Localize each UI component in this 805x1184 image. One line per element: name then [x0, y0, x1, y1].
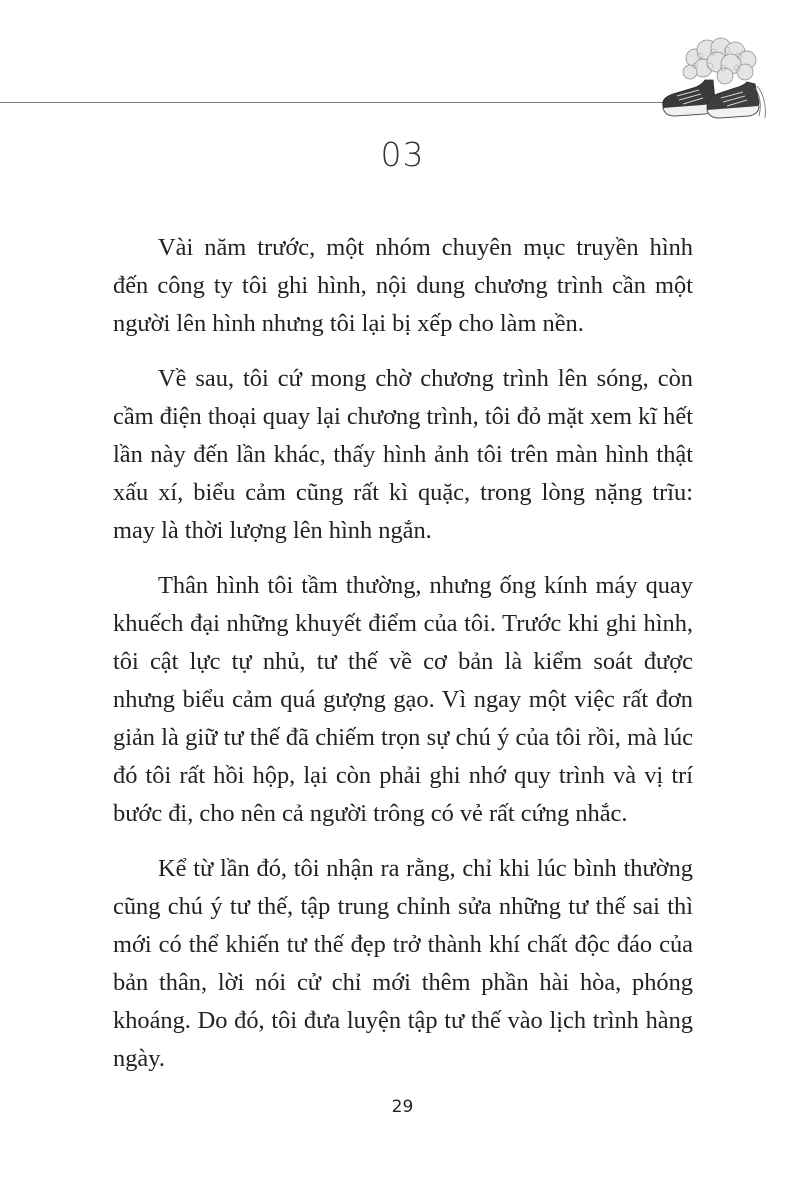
chapter-number: 03 [380, 135, 425, 174]
paragraph: Kể từ lần đó, tôi nhận ra rằng, chỉ khi lúc bình thường cũng chú ý tư thế, tập trung chỉnh sửa những tư thế sai thì mới có thể khiến tư thế đẹp trở thành khí chất độc đáo của bản thân, lời nói cử chỉ mới thêm phần hài hòa, phóng khoáng. Do đó, tôi đưa luyện tập tư thế vào lịch trình hàng ngày. [113, 855, 693, 1072]
paragraph: Về sau, tôi cứ mong chờ chương trình lên sóng, còn cầm điện thoại quay lại chương trình, tôi đỏ mặt xem kĩ hết lần này đến lần khác, thấy hình ảnh tôi trên màn hình thật xấu xí, biểu cảm cũng rất kì quặc, trong lòng nặng trĩu: may là thời lượng lên hình ngắn. [113, 365, 693, 544]
paragraph: Thân hình tôi tầm thường, nhưng ống kính máy quay khuếch đại những khuyết điểm của tôi. Trước khi ghi hình, tôi cật lực tự nhủ, tư thế về cơ bản là kiểm soát được nhưng biểu cảm quá gượng gạo. Vì ngay một việc rất đơn giản là giữ tư thế đã chiếm trọn sự chú ý của tôi rồi, mà lúc đó tôi rất hồi hộp, lại còn phải ghi nhớ quy trình và vị trí bước đi, cho nên cả người trông có vẻ rất cứng nhắc. [113, 572, 693, 827]
body-text [113, 229, 693, 1095]
sneakers-flowers-illustration [655, 28, 775, 120]
paragraph: Vài năm trước, một nhóm chuyên mục truyền hình đến công ty tôi ghi hình, nội dung chương trình cần một người lên hình nhưng tôi lại bị xếp cho làm nền. [113, 234, 693, 337]
header-rule [0, 102, 672, 103]
page-number: 29 [391, 1097, 414, 1117]
